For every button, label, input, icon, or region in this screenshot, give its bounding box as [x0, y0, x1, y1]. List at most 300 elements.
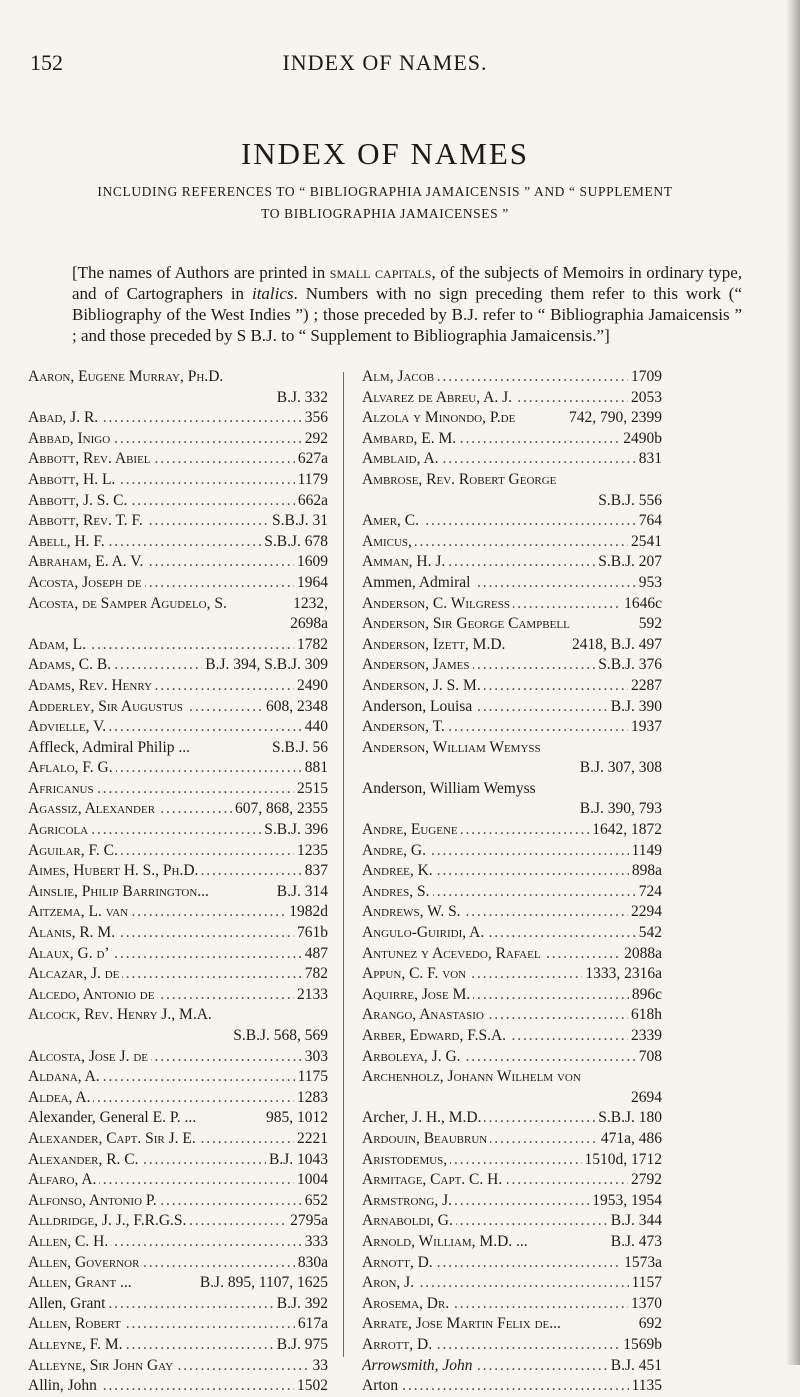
- index-entry: [362, 552, 662, 573]
- entry-reference: 724: [636, 882, 662, 903]
- entry-reference: 896c: [629, 985, 662, 1006]
- entry-name: Alleyne, Sir John Gay: [28, 1357, 176, 1374]
- entry-reference: 2221: [294, 1129, 328, 1150]
- index-entry: [362, 758, 662, 779]
- entry-reference: 1964: [294, 573, 328, 594]
- entry-reference: 898a: [629, 861, 662, 882]
- index-entry: [362, 1047, 662, 1068]
- entry-name: Arton: [362, 1377, 401, 1394]
- entry-name: Aaron, Eugene Murray, Ph.D.: [28, 368, 226, 385]
- entry-name: Anderson, J. S. M.: [362, 677, 484, 694]
- entry-reference: 708: [636, 1047, 662, 1068]
- entry-reference: 471a, 486: [598, 1129, 662, 1150]
- index-entry: [28, 1211, 328, 1232]
- entry-reference: S.B.J. 207: [595, 552, 662, 573]
- entry-name: Abbad, Inigo: [28, 430, 113, 447]
- entry-name: Advielle, V.: [28, 718, 109, 735]
- entry-name: Andres, S.: [362, 883, 433, 900]
- index-entry: [28, 1273, 328, 1294]
- entry-name: Adams, C. B.: [28, 656, 114, 673]
- entry-name: Amicus,: [362, 533, 415, 550]
- subtitle-line-2: TO BIBLIOGRAPHIA JAMAICENSES ”: [261, 206, 509, 221]
- index-entry: [362, 408, 662, 429]
- entry-reference: B.J. 307, 308: [579, 759, 662, 777]
- index-entry: [28, 676, 328, 697]
- entry-name: Alexander, Capt. Sir J. E.: [28, 1130, 199, 1147]
- entry-reference: B.J. 394, S.B.J. 309: [202, 655, 328, 676]
- entry-reference: 1135: [629, 1376, 662, 1397]
- entry-name: Arnold, William, M.D. ...: [362, 1233, 531, 1250]
- index-entry: [362, 1170, 662, 1191]
- entry-reference: B.J. 314: [274, 882, 328, 903]
- index-entry: [28, 573, 328, 594]
- entry-reference: 2294: [628, 902, 662, 923]
- index-column-left: [28, 367, 328, 1397]
- entry-reference: 2698a: [290, 615, 328, 633]
- index-entry: [28, 697, 328, 718]
- index-entry: [28, 1026, 328, 1047]
- entry-name: Archenholz, Johann Wilhelm von: [362, 1068, 584, 1085]
- index-entry: [28, 1335, 328, 1356]
- entry-reference: 985, 1012: [263, 1108, 328, 1129]
- entry-reference: 627a: [295, 449, 328, 470]
- entry-reference: 1149: [629, 841, 662, 862]
- entry-reference: S.B.J. 180: [595, 1108, 662, 1129]
- index-entry: [362, 902, 662, 923]
- entry-name: Abbott, Rev. T. F.: [28, 512, 146, 529]
- entry-name: Africanus: [28, 780, 97, 797]
- entry-reference: 2490: [294, 676, 328, 697]
- entry-reference: 333: [302, 1232, 328, 1253]
- index-entry: [28, 985, 328, 1006]
- entry-reference: 1283: [294, 1088, 328, 1109]
- entry-name: Appun, C. F. von: [362, 965, 469, 982]
- entry-name: Affleck, Admiral Philip ...: [28, 739, 193, 756]
- entry-reference: 1937: [628, 717, 662, 738]
- entry-reference: B.J. 390: [608, 697, 662, 718]
- entry-reference: 1502: [294, 1376, 328, 1397]
- entry-name: Agricola: [28, 821, 91, 838]
- entry-name: Ainslie, Philip Barrington...: [28, 883, 212, 900]
- entry-reference: 2541: [628, 532, 662, 553]
- entry-name: Amblaid, A.: [362, 450, 442, 467]
- index-entry: [362, 923, 662, 944]
- entry-reference: 764: [636, 511, 662, 532]
- entry-reference: S.B.J. 396: [261, 820, 328, 841]
- index-entry: [362, 882, 662, 903]
- index-entry: [362, 1108, 662, 1129]
- entry-name: Allin, John: [28, 1377, 100, 1394]
- entry-reference: B.J. 451: [608, 1356, 662, 1377]
- index-entry: [362, 1232, 662, 1253]
- note-part-2: , of the subjects of Memoirs in ordinary type, and of Cartographers in: [72, 263, 742, 303]
- entry-reference: 1709: [628, 367, 662, 388]
- index-entry: [28, 1129, 328, 1150]
- index-entry: [28, 738, 328, 759]
- index-entry: [362, 676, 662, 697]
- entry-name: Alexander, General E. P. ...: [28, 1109, 199, 1126]
- entry-name: Aldea, A.: [28, 1089, 93, 1106]
- entry-reference: 837: [302, 861, 328, 882]
- entry-reference: S.B.J. 678: [261, 532, 328, 553]
- entry-name: Andre, G.: [362, 842, 429, 859]
- entry-reference: 881: [302, 758, 328, 779]
- entry-reference: 2339: [628, 1026, 662, 1047]
- index-entry: [362, 1005, 662, 1026]
- entry-name: Alaux, G. d’: [28, 945, 113, 962]
- page-title: INDEX OF NAMES: [240, 136, 530, 171]
- index-entry: [362, 944, 662, 965]
- index-entry: [28, 614, 328, 635]
- entry-reference: 1642, 1872: [589, 820, 662, 841]
- entry-name: Anderson, William Wemyss: [362, 739, 544, 756]
- index-entry: [28, 635, 328, 656]
- entry-name: Allen, Grant: [28, 1295, 108, 1312]
- entry-name: Arber, Edward, F.S.A.: [362, 1027, 509, 1044]
- index-entry: [28, 820, 328, 841]
- entry-name: Alfaro, A.: [28, 1171, 99, 1188]
- index-entry: [362, 1253, 662, 1274]
- entry-name: Amman, H. J.: [362, 553, 448, 570]
- entry-reference: B.J. 392: [274, 1294, 328, 1315]
- index-entry: [28, 758, 328, 779]
- entry-reference: 33: [310, 1356, 329, 1377]
- entry-reference: 440: [302, 717, 328, 738]
- entry-reference: 2795a: [287, 1211, 328, 1232]
- entry-name: Allen, Robert: [28, 1315, 124, 1332]
- entry-reference: B.J. 895, 1107, 1625: [197, 1273, 328, 1294]
- entry-reference: 1953, 1954: [589, 1191, 662, 1212]
- entry-reference: 782: [302, 964, 328, 985]
- index-entry: [362, 1150, 662, 1171]
- entry-name: Andre, Eugene: [362, 821, 461, 838]
- index-entry: [28, 799, 328, 820]
- index-entry: [362, 511, 662, 532]
- entry-reference: 487: [302, 944, 328, 965]
- entry-reference: 1333, 2316a: [582, 964, 662, 985]
- index-entry: [362, 1067, 662, 1088]
- entry-reference: 742, 790, 2399: [566, 408, 662, 429]
- index-entry: [28, 923, 328, 944]
- entry-reference: 2694: [631, 1088, 662, 1106]
- entry-name: Abbott, Rev. Abiel: [28, 450, 154, 467]
- entry-reference: S.B.J. 568, 569: [233, 1027, 328, 1044]
- index-entry: [362, 1335, 662, 1356]
- entry-reference: 607, 868, 2355: [232, 799, 328, 820]
- entry-name: Archer, J. H., M.D.: [362, 1109, 484, 1126]
- index-entry: [28, 717, 328, 738]
- entry-name: Arango, Anastasio: [362, 1006, 487, 1023]
- entry-reference: B.J. 473: [608, 1232, 662, 1253]
- entry-name: Allen, Governor: [28, 1254, 142, 1271]
- entry-reference: 662a: [295, 491, 328, 512]
- page-edge-shadow: [786, 0, 800, 1365]
- entry-name: Ardouin, Beaubrun: [362, 1130, 490, 1147]
- entry-name: Adderley, Sir Augustus: [28, 698, 186, 715]
- entry-name: Amer, C.: [362, 512, 422, 529]
- entry-name: Allen, Grant ...: [28, 1274, 135, 1291]
- index-entry: [28, 511, 328, 532]
- entry-reference: 1232,: [290, 594, 328, 615]
- entry-reference: B.J. 975: [274, 1335, 328, 1356]
- index-entry: [362, 1356, 662, 1377]
- entry-name: Arboleya, J. G.: [362, 1048, 464, 1065]
- index-entry: [28, 1108, 328, 1129]
- note-part-1: [The names of Authors are printed in: [72, 263, 330, 282]
- note-small-capitals: small capitals: [329, 263, 432, 282]
- entry-reference: 1609: [294, 552, 328, 573]
- index-entry: [362, 470, 662, 491]
- entry-reference: 1235: [294, 841, 328, 862]
- explanatory-note: [72, 262, 742, 346]
- index-entry: [28, 1314, 328, 1335]
- entry-reference: 2515: [294, 779, 328, 800]
- entry-reference: 692: [636, 1314, 662, 1335]
- entry-name: Anderson, Louisa: [362, 698, 475, 715]
- index-entry: [362, 491, 662, 512]
- entry-name: Aldana, A.: [28, 1068, 103, 1085]
- entry-name: Angulo-Guiridi, A.: [362, 924, 487, 941]
- entry-reference: 2418, B.J. 497: [569, 635, 662, 656]
- entry-reference: 608, 2348: [263, 697, 328, 718]
- entry-name: Anderson, T.: [362, 718, 448, 735]
- note-italics: italics: [251, 284, 294, 303]
- index-entry: [28, 552, 328, 573]
- index-entry: [362, 1088, 662, 1109]
- index-entry: [362, 635, 662, 656]
- index-entry: [362, 1191, 662, 1212]
- index-entry: [362, 594, 662, 615]
- index-entry: [362, 779, 662, 800]
- entry-reference: 617a: [295, 1314, 328, 1335]
- entry-reference: 2088a: [621, 944, 662, 965]
- index-entry: [28, 388, 328, 409]
- subtitle: [30, 181, 740, 225]
- entry-name: Alcock, Rev. Henry J., M.A.: [28, 1006, 215, 1023]
- entry-reference: 1175: [295, 1067, 328, 1088]
- index-entry: [28, 491, 328, 512]
- index-entry: [362, 1211, 662, 1232]
- entry-name: Alcosta, Jose J. de: [28, 1048, 151, 1065]
- index-entry: [362, 449, 662, 470]
- running-title: INDEX OF NAMES.: [282, 50, 488, 75]
- entry-reference: S.B.J. 31: [269, 511, 328, 532]
- entry-name: Abbott, J. S. C.: [28, 492, 130, 509]
- index-entry: [362, 1376, 662, 1397]
- entry-name: Alldridge, J. J., F.R.G.S.: [28, 1212, 189, 1229]
- entry-reference: 2792: [628, 1170, 662, 1191]
- entry-name: Anderson, James: [362, 656, 473, 673]
- index-entry: [28, 1253, 328, 1274]
- index-entry: [28, 861, 328, 882]
- entry-name: Ammen, Admiral: [362, 574, 474, 591]
- index-entry: [28, 1170, 328, 1191]
- entry-name: Acosta, de Samper Agudelo, S.: [28, 595, 230, 612]
- entry-name: Armstrong, J.: [362, 1192, 455, 1209]
- note-part-3: . Numbers with no sign preceding them refer to this work (“ Bibliography of the West Indies ”) ; those preceded by B.J. refer to “ Bibliographia Jamaicensis ” ; and those preceded by S B.J. to “ Supplement to Bibliographia Jamaicensis.”]: [72, 284, 742, 345]
- index-entry: [362, 964, 662, 985]
- index-entry: [362, 614, 662, 635]
- entry-reference: 2287: [628, 676, 662, 697]
- entry-name: Aristodemus,: [362, 1151, 450, 1168]
- entry-name: Antunez y Acevedo, Rafael: [362, 945, 544, 962]
- entry-name: Arrate, Jose Martin Felix de...: [362, 1315, 564, 1332]
- entry-name: Aitzema, L. van: [28, 903, 131, 920]
- index-entry: [28, 1376, 328, 1397]
- index-entry: [362, 1294, 662, 1315]
- index-entry: [362, 717, 662, 738]
- column-divider: [343, 372, 344, 1357]
- index-entry: [28, 1088, 328, 1109]
- entry-name: Aguilar, F. C.: [28, 842, 121, 859]
- index-entry: [362, 573, 662, 594]
- index-entry: [28, 944, 328, 965]
- entry-reference: 592: [636, 614, 662, 635]
- index-entry: [362, 1129, 662, 1150]
- entry-reference: 1510d, 1712: [582, 1150, 663, 1171]
- entry-name: Andrews, W. S.: [362, 903, 464, 920]
- entry-reference: 652: [302, 1191, 328, 1212]
- entry-reference: S.B.J. 56: [269, 738, 328, 759]
- entry-name: Arrowsmith, John: [362, 1357, 476, 1374]
- entry-reference: B.J. 1043: [266, 1150, 328, 1171]
- entry-name: Arosema, Dr.: [362, 1295, 452, 1312]
- entry-name: Arrott, D.: [362, 1336, 435, 1353]
- index-entry: [362, 1273, 662, 1294]
- entry-reference: 2053: [628, 388, 662, 409]
- entry-name: Abell, H. F.: [28, 533, 108, 550]
- entry-reference: 292: [302, 429, 328, 450]
- entry-reference: 1569b: [620, 1335, 662, 1356]
- index-entry: [28, 964, 328, 985]
- entry-reference: 618h: [628, 1005, 662, 1026]
- entry-reference: B.J. 390, 793: [579, 800, 662, 818]
- entry-name: Abbott, H. L.: [28, 471, 118, 488]
- entry-name: Anderson, William Wemyss: [362, 780, 539, 797]
- index-entry: [28, 902, 328, 923]
- entry-reference: 1157: [629, 1273, 662, 1294]
- entry-name: Ambard, E. M.: [362, 430, 459, 447]
- index-entry: [28, 1005, 328, 1026]
- entry-name: Alleyne, F. M.: [28, 1336, 126, 1353]
- index-entry: [28, 1232, 328, 1253]
- entry-reference: 542: [636, 923, 662, 944]
- index-entry: [362, 738, 662, 759]
- index-entry: [362, 985, 662, 1006]
- entry-name: Arnaboldi, G.: [362, 1212, 456, 1229]
- entry-name: Anderson, Izett, M.D.: [362, 636, 508, 653]
- index-column-right: [362, 367, 662, 1397]
- entry-reference: 1982d: [286, 902, 328, 923]
- index-entry: [28, 655, 328, 676]
- entry-name: Alzola y Minondo, P.de: [362, 409, 518, 426]
- entry-reference: 1004: [294, 1170, 328, 1191]
- index-entry: [28, 470, 328, 491]
- entry-reference: S.B.J. 556: [598, 491, 662, 509]
- index-entry: [28, 594, 328, 615]
- index-entry: [362, 820, 662, 841]
- index-entry: [28, 1067, 328, 1088]
- entry-name: Adams, Rev. Henry: [28, 677, 155, 694]
- entry-name: Alexander, R. C.: [28, 1151, 142, 1168]
- index-entry: [28, 1150, 328, 1171]
- entry-name: Ambrose, Rev. Robert George: [362, 471, 559, 488]
- entry-name: Aimes, Hubert H. S., Ph.D.: [28, 862, 201, 879]
- entry-reference: 831: [636, 449, 662, 470]
- index-entry: [362, 367, 662, 388]
- index-entry: [28, 1356, 328, 1377]
- entry-name: Alanis, R. M.: [28, 924, 118, 941]
- entry-name: Andree, K.: [362, 862, 436, 879]
- subtitle-line-1: INCLUDING REFERENCES TO “ BIBLIOGRAPHIA JAMAICENSIS ” AND “ SUPPLEMENT: [97, 184, 673, 199]
- entry-name: Alm, Jacob: [362, 368, 437, 385]
- entry-reference: B.J. 332: [276, 388, 328, 406]
- entry-reference: 761b: [294, 923, 328, 944]
- entry-reference: S.B.J. 376: [595, 655, 662, 676]
- entry-name: Armitage, Capt. C. H.: [362, 1171, 505, 1188]
- running-head: [30, 50, 740, 76]
- index-entry: [28, 1294, 328, 1315]
- entry-name: Anderson, Sir George Campbell: [362, 615, 573, 632]
- entry-name: Acosta, Joseph de: [28, 574, 145, 591]
- entry-name: Aflalo, F. G.: [28, 759, 116, 776]
- entry-reference: 1179: [295, 470, 328, 491]
- index-entry: [362, 1314, 662, 1335]
- index-entry: [28, 429, 328, 450]
- entry-name: Alcedo, Antonio de: [28, 986, 157, 1003]
- entry-name: Abad, J. R.: [28, 409, 101, 426]
- index-entry: [28, 367, 328, 388]
- entry-name: Anderson, C. Wilgress: [362, 595, 513, 612]
- entry-reference: 303: [302, 1047, 328, 1068]
- index-entry: [28, 841, 328, 862]
- entry-name: Aquirre, Jose M.: [362, 986, 473, 1003]
- entry-name: Arnott, D.: [362, 1254, 436, 1271]
- entry-name: Alcazar, J. de: [28, 965, 122, 982]
- index-entry: [362, 532, 662, 553]
- entry-reference: 356: [302, 408, 328, 429]
- entry-reference: 2133: [294, 985, 328, 1006]
- index-entry: [362, 655, 662, 676]
- entry-name: Adam, L.: [28, 636, 89, 653]
- index-entry: [362, 799, 662, 820]
- index-entry: [362, 841, 662, 862]
- index-entry: [28, 779, 328, 800]
- entry-reference: 2490b: [620, 429, 662, 450]
- entry-name: Aron, J.: [362, 1274, 417, 1291]
- entry-reference: 1573a: [621, 1253, 662, 1274]
- entry-name: Alfonso, Antonio P.: [28, 1192, 160, 1209]
- index-entry: [362, 1026, 662, 1047]
- index-entry: [28, 1047, 328, 1068]
- entry-reference: 1782: [294, 635, 328, 656]
- entry-name: Alvarez de Abreu, A. J.: [362, 389, 515, 406]
- entry-reference: 1646c: [621, 594, 662, 615]
- entry-reference: B.J. 344: [608, 1211, 662, 1232]
- entry-name: Agassiz, Alexander: [28, 800, 158, 817]
- index-entry: [28, 882, 328, 903]
- index-entry: [362, 861, 662, 882]
- entry-reference: 830a: [295, 1253, 328, 1274]
- index-entry: [28, 1191, 328, 1212]
- index-entry: [28, 532, 328, 553]
- index-entry: [362, 388, 662, 409]
- index-entry: [362, 697, 662, 718]
- entry-name: Allen, C. H.: [28, 1233, 111, 1250]
- index-entry: [28, 408, 328, 429]
- entry-name: Abraham, E. A. V.: [28, 553, 146, 570]
- page-number: 152: [30, 50, 63, 75]
